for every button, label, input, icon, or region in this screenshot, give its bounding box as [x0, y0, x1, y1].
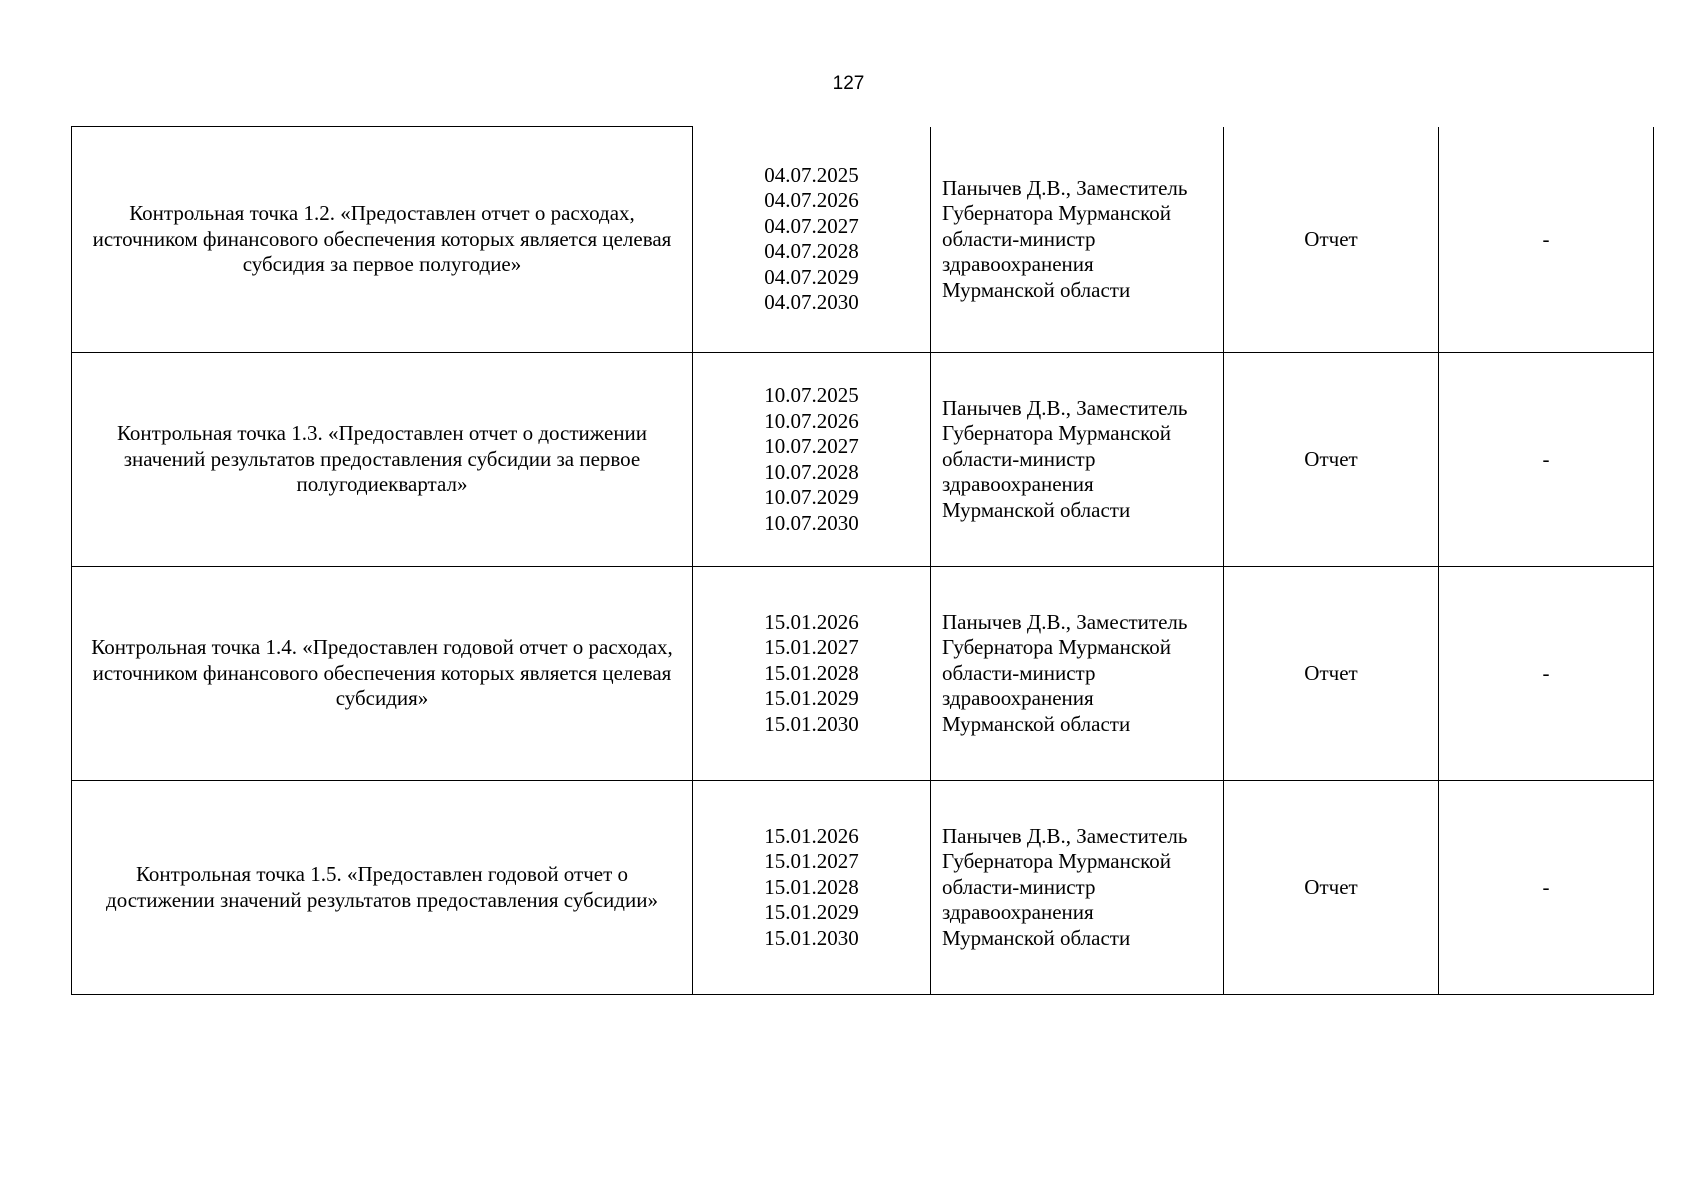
table-row [72, 127, 1654, 353]
date-value: 04.07.2030 [764, 290, 859, 315]
responsible-person [931, 127, 1224, 353]
date-value: 04.07.2029 [764, 264, 859, 289]
date-value: 10.07.2025 [764, 383, 859, 407]
responsible-line: Губернатора Мурманской [942, 635, 1172, 660]
date-value: 15.01.2028 [764, 874, 859, 899]
responsible-person [931, 781, 1224, 995]
control-point-name: Контрольная точка 1.5. «Предоставлен годовой отчет о достижении значений результатов предоставления субсидии» [72, 781, 693, 995]
date-value: 04.07.2027 [764, 213, 859, 238]
responsible-line: Панычев Д.В., Заместитель [942, 609, 1188, 634]
note-value: - [1439, 353, 1654, 567]
date-value: 15.01.2026 [764, 823, 859, 848]
responsible-line: здравоохранения [942, 472, 1094, 497]
note-value: - [1439, 781, 1654, 995]
page-number: 127 [832, 73, 865, 94]
date-value: 15.01.2030 [764, 925, 859, 950]
responsible-line: здравоохранения [942, 252, 1094, 276]
date-value: 15.01.2030 [764, 711, 859, 736]
responsible-line: Панычев Д.В., Заместитель [942, 395, 1188, 420]
document-type: Отчет [1224, 127, 1439, 353]
responsible-line: Мурманской области [942, 497, 1131, 522]
responsible-person [931, 567, 1224, 781]
responsible-line: области-министр [942, 660, 1096, 685]
date-value: 04.07.2028 [764, 239, 859, 264]
date-value: 10.07.2028 [764, 459, 859, 484]
responsible-line: Губернатора Мурманской [942, 849, 1172, 874]
table-row [72, 567, 1654, 781]
date-value: 15.01.2029 [764, 686, 859, 711]
table-row [72, 781, 1654, 995]
responsible-line: области-министр [942, 226, 1096, 251]
responsible-line: Мурманской области [942, 277, 1131, 302]
responsible-line: Губернатора Мурманской [942, 201, 1172, 225]
responsible-line: Губернатора Мурманской [942, 421, 1172, 446]
responsible-line: Мурманской области [942, 711, 1131, 736]
responsible-person [931, 353, 1224, 567]
document-type: Отчет [1224, 781, 1439, 995]
responsible-line: здравоохранения [942, 900, 1094, 925]
table-row [72, 353, 1654, 567]
control-point-dates [693, 567, 931, 781]
control-points-table [71, 126, 1654, 995]
note-value: - [1439, 567, 1654, 781]
control-point-dates [693, 127, 931, 353]
note-value: - [1439, 127, 1654, 353]
responsible-line: области-министр [942, 446, 1096, 471]
date-value: 04.07.2026 [764, 188, 859, 213]
document-type: Отчет [1224, 353, 1439, 567]
date-value: 10.07.2029 [764, 485, 859, 509]
date-value: 10.07.2027 [764, 434, 859, 458]
date-value: 10.07.2030 [764, 510, 859, 535]
control-point-dates [693, 781, 931, 995]
date-value: 10.07.2026 [764, 408, 859, 433]
date-value: 15.01.2028 [764, 660, 859, 685]
control-point-name: Контрольная точка 1.3. «Предоставлен отчет о достижении значений результатов предоставления субсидии за первое полугодиеквартал» [72, 353, 693, 567]
date-value: 15.01.2027 [764, 635, 859, 660]
control-point-name: Контрольная точка 1.4. «Предоставлен годовой отчет о расходах, источником финансового обеспечения которых является целевая субсидия» [72, 567, 693, 781]
responsible-line: Мурманской области [942, 925, 1131, 950]
responsible-line: Панычев Д.В., Заместитель [942, 175, 1188, 200]
responsible-line: Панычев Д.В., Заместитель [942, 823, 1188, 848]
document-type: Отчет [1224, 567, 1439, 781]
control-point-name: Контрольная точка 1.2. «Предоставлен отчет о расходах, источником финансового обеспечения которых является целевая субсидия за первое полугодие» [72, 127, 693, 353]
date-value: 15.01.2026 [764, 609, 859, 634]
responsible-line: области-министр [942, 874, 1096, 899]
responsible-line: здравоохранения [942, 686, 1094, 711]
date-value: 15.01.2027 [764, 849, 859, 874]
control-point-dates [693, 353, 931, 567]
date-value: 15.01.2029 [764, 900, 859, 925]
date-value: 04.07.2025 [764, 162, 859, 187]
